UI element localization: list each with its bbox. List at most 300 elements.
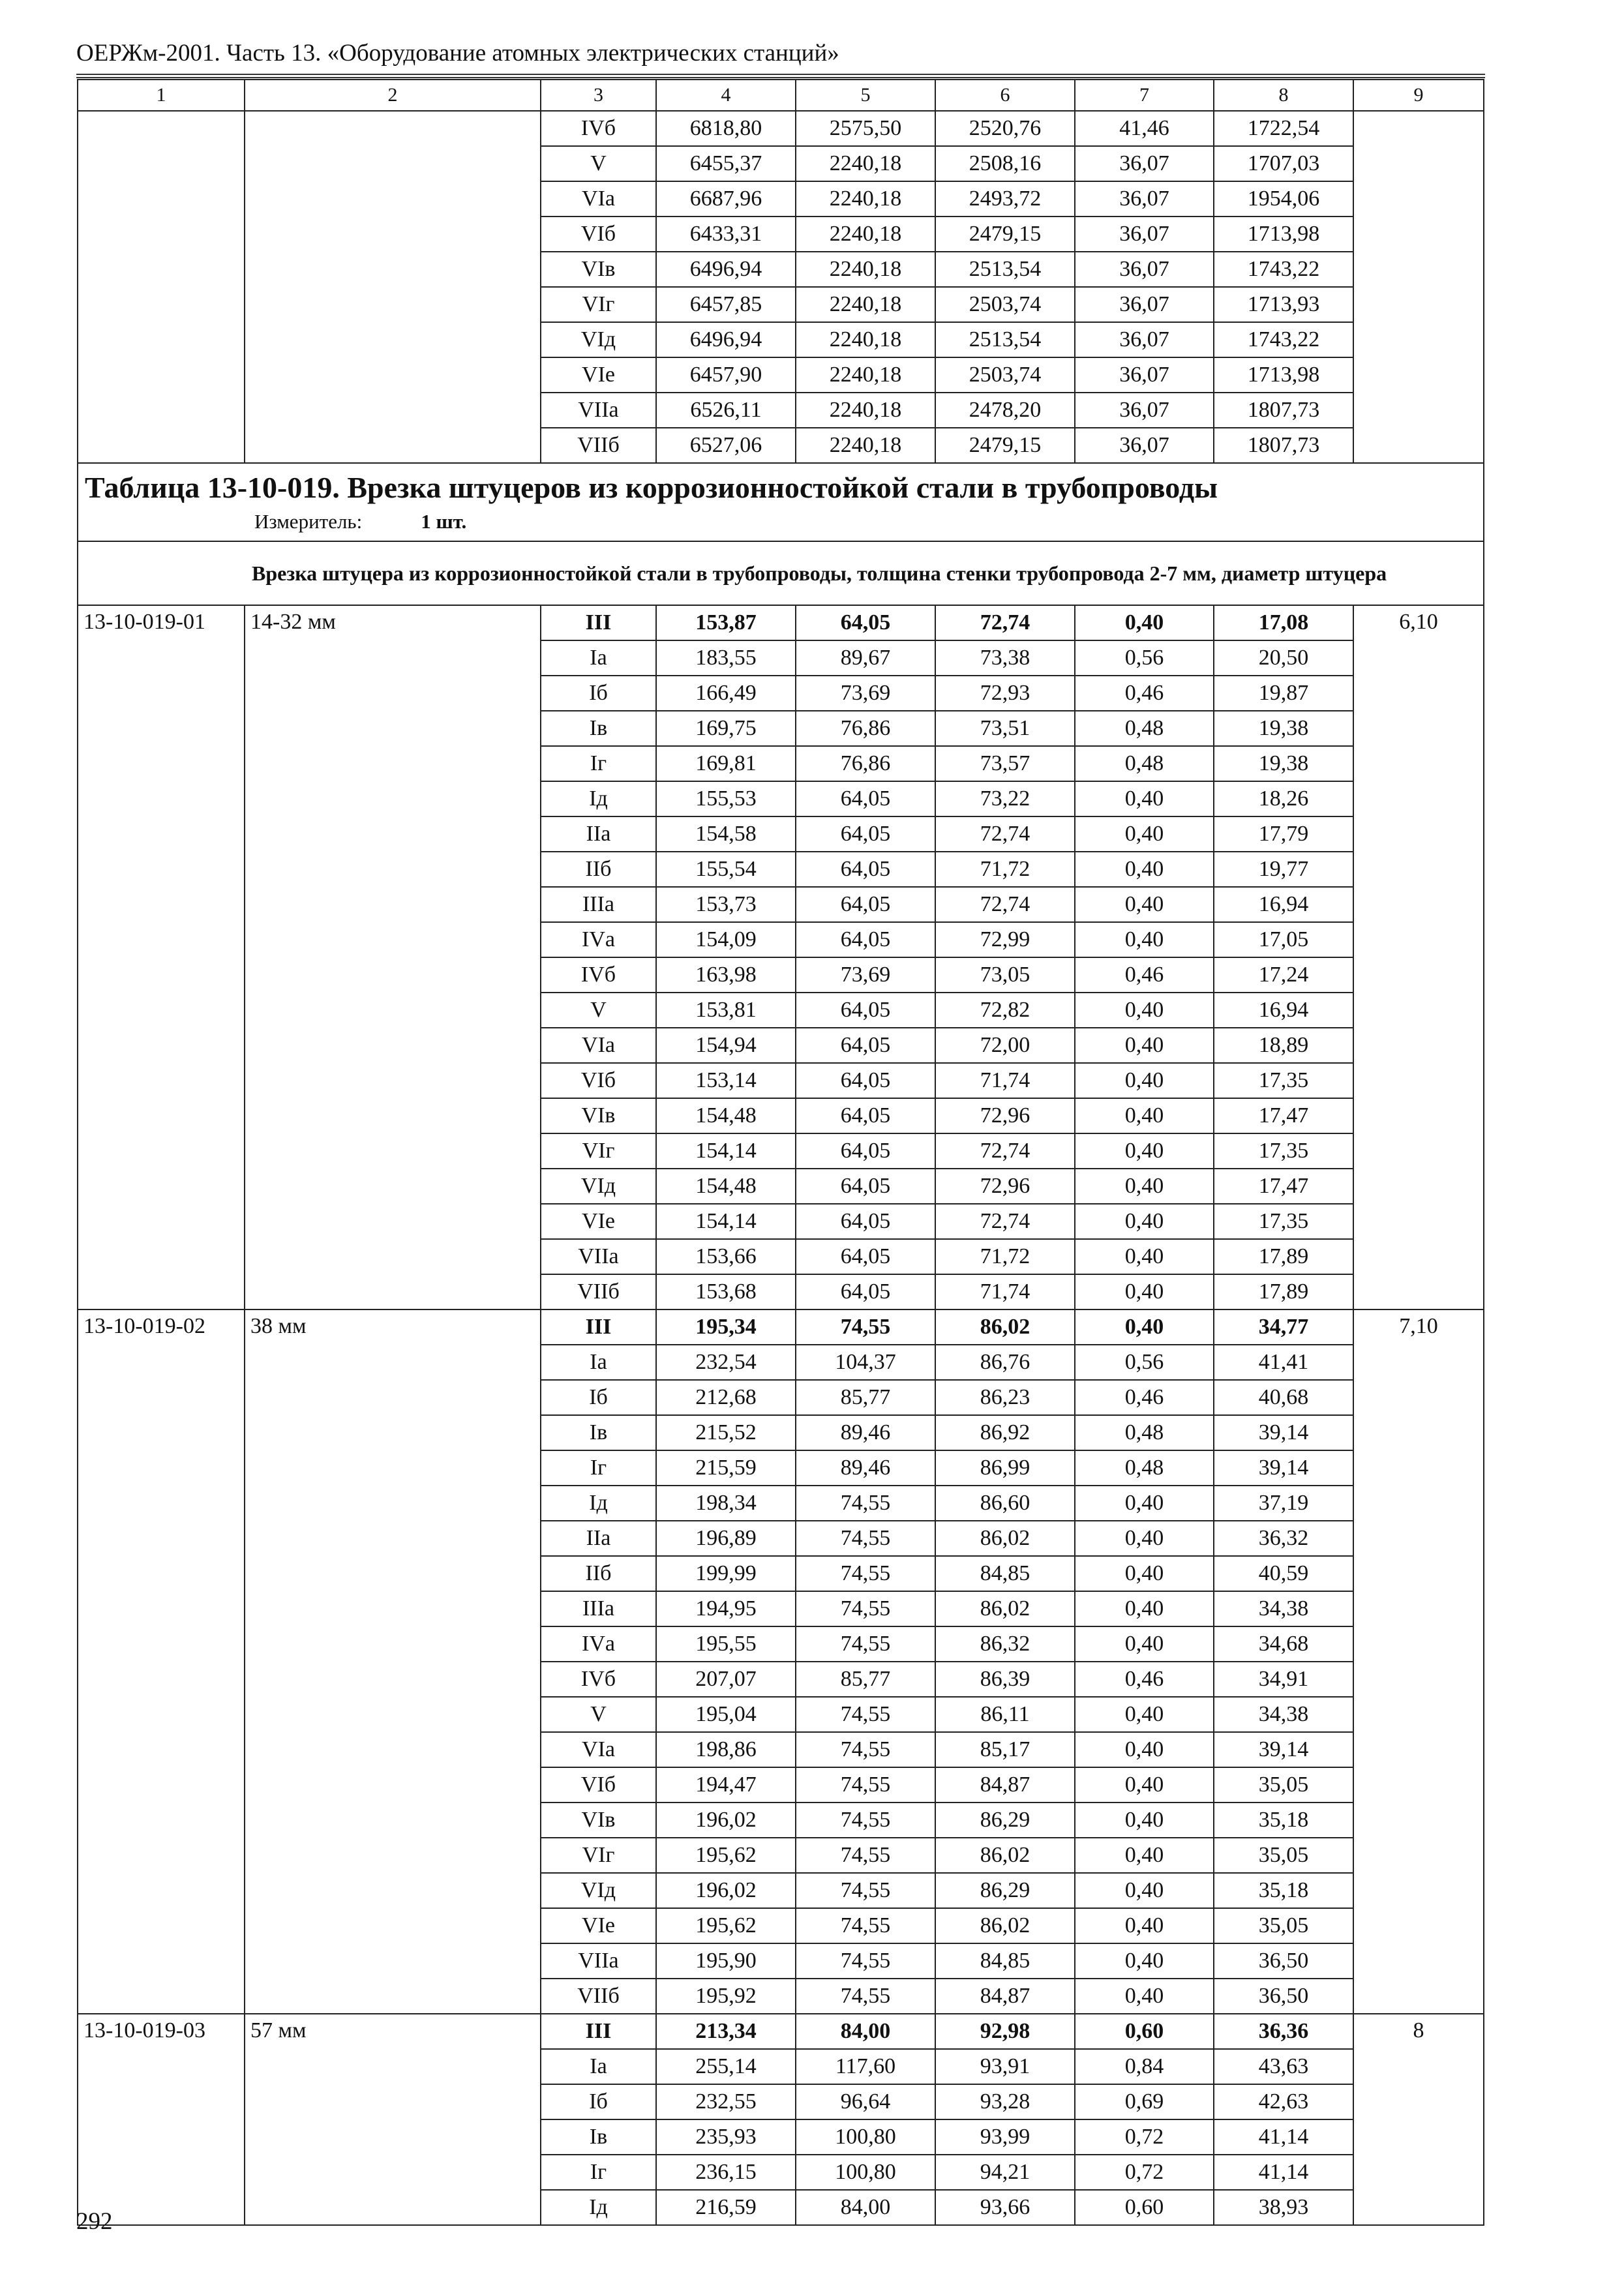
value-cell: 36,07 <box>1075 393 1214 428</box>
value-cell: 2479,15 <box>935 428 1075 463</box>
value-cell: 6455,37 <box>656 146 796 181</box>
value-cell: 236,15 <box>656 2155 796 2190</box>
value-cell: 20,50 <box>1214 640 1353 676</box>
value-cell: 196,02 <box>656 1873 796 1908</box>
zone-cell: Iд <box>541 1486 656 1521</box>
value-cell: 0,40 <box>1075 887 1214 922</box>
value-cell: 0,40 <box>1075 1591 1214 1626</box>
value-cell: 85,77 <box>796 1380 935 1415</box>
value-cell: 0,69 <box>1075 2084 1214 2119</box>
zone-cell: Iв <box>541 2119 656 2155</box>
zone-cell: VIг <box>541 1838 656 1873</box>
zone-cell: Iа <box>541 640 656 676</box>
value-cell: 154,14 <box>656 1133 796 1169</box>
caption-row <box>78 541 1484 605</box>
value-cell: 71,74 <box>935 1274 1075 1309</box>
value-cell: 0,40 <box>1075 1028 1214 1063</box>
zone-cell: Iг <box>541 2155 656 2190</box>
value-cell: 36,07 <box>1075 287 1214 322</box>
value-cell: 215,52 <box>656 1415 796 1450</box>
zone-cell: VIв <box>541 252 656 287</box>
value-cell: 72,74 <box>935 1133 1075 1169</box>
value-cell: 195,62 <box>656 1838 796 1873</box>
value-cell: 1807,73 <box>1214 428 1353 463</box>
value-cell: 163,98 <box>656 957 796 993</box>
value-cell: 36,07 <box>1075 252 1214 287</box>
value-cell: 84,87 <box>935 1979 1075 2014</box>
value-cell: 2240,18 <box>796 322 935 357</box>
value-cell: 86,39 <box>935 1662 1075 1697</box>
meter-label: Измеритель: <box>254 510 363 533</box>
value-cell: 35,05 <box>1214 1908 1353 1943</box>
zone-cell: VIIб <box>541 1274 656 1309</box>
zone-cell: Iв <box>541 711 656 746</box>
value-cell: 0,46 <box>1075 1662 1214 1697</box>
code-cell: 13-10-019-02 <box>78 1309 245 2014</box>
zone-cell: VIб <box>541 1767 656 1803</box>
zone-cell: VIб <box>541 217 656 252</box>
value-cell: 17,24 <box>1214 957 1353 993</box>
value-cell: 86,02 <box>935 1591 1075 1626</box>
value-cell: 36,32 <box>1214 1521 1353 1556</box>
value-cell: 72,96 <box>935 1098 1075 1133</box>
value-cell: 2513,54 <box>935 252 1075 287</box>
value-cell: 0,40 <box>1075 1838 1214 1873</box>
value-cell: 0,60 <box>1075 2190 1214 2225</box>
value-cell: 0,40 <box>1075 1309 1214 1345</box>
zone-cell: VIIб <box>541 428 656 463</box>
value-cell: 2478,20 <box>935 393 1075 428</box>
value-cell: 2240,18 <box>796 217 935 252</box>
value-cell: 216,59 <box>656 2190 796 2225</box>
value-cell: 232,54 <box>656 1345 796 1380</box>
value-cell: 0,40 <box>1075 816 1214 852</box>
value-cell: 86,76 <box>935 1345 1075 1380</box>
value-cell: 6457,90 <box>656 357 796 393</box>
value-cell: 41,46 <box>1075 111 1214 146</box>
zone-cell: Iб <box>541 676 656 711</box>
value-cell: 0,40 <box>1075 1803 1214 1838</box>
value-cell: 89,46 <box>796 1415 935 1450</box>
value-cell: 39,14 <box>1214 1415 1353 1450</box>
value-cell: 0,40 <box>1075 922 1214 957</box>
value-cell: 0,40 <box>1075 1873 1214 1908</box>
value-cell: 37,19 <box>1214 1486 1353 1521</box>
table-row <box>78 2014 1484 2049</box>
value-cell: 40,68 <box>1214 1380 1353 1415</box>
value-cell: 74,55 <box>796 1486 935 1521</box>
value-cell: 42,63 <box>1214 2084 1353 2119</box>
value-cell: 86,11 <box>935 1697 1075 1732</box>
value-cell: 39,14 <box>1214 1450 1353 1486</box>
value-cell: 169,81 <box>656 746 796 781</box>
value-cell: 17,47 <box>1214 1098 1353 1133</box>
value-cell: 36,07 <box>1075 217 1214 252</box>
value-cell: 72,74 <box>935 1204 1075 1239</box>
zone-cell: Iб <box>541 1380 656 1415</box>
zone-cell: VIв <box>541 1803 656 1838</box>
zone-cell: VIв <box>541 1098 656 1133</box>
value-cell: 6526,11 <box>656 393 796 428</box>
value-cell: 64,05 <box>796 993 935 1028</box>
value-cell: 36,07 <box>1075 428 1214 463</box>
value-cell: 64,05 <box>796 605 935 640</box>
value-cell: 0,56 <box>1075 1345 1214 1380</box>
zone-cell: VIд <box>541 1169 656 1204</box>
col9-cell: 6,10 <box>1353 605 1484 1309</box>
column-number: 3 <box>541 80 656 111</box>
value-cell: 39,14 <box>1214 1732 1353 1767</box>
value-cell: 215,59 <box>656 1450 796 1486</box>
value-cell: 17,89 <box>1214 1239 1353 1274</box>
value-cell: 64,05 <box>796 1098 935 1133</box>
value-cell: 74,55 <box>796 1591 935 1626</box>
value-cell: 166,49 <box>656 676 796 711</box>
value-cell: 76,86 <box>796 711 935 746</box>
value-cell: 41,14 <box>1214 2119 1353 2155</box>
value-cell: 38,93 <box>1214 2190 1353 2225</box>
value-cell: 19,87 <box>1214 676 1353 711</box>
value-cell: 6527,06 <box>656 428 796 463</box>
value-cell: 17,35 <box>1214 1133 1353 1169</box>
value-cell: 84,00 <box>796 2014 935 2049</box>
value-cell: 17,47 <box>1214 1169 1353 1204</box>
value-cell: 74,55 <box>796 1943 935 1979</box>
value-cell: 35,05 <box>1214 1767 1353 1803</box>
column-numbers-row <box>78 80 1484 111</box>
value-cell: 0,40 <box>1075 1556 1214 1591</box>
value-cell: 64,05 <box>796 1239 935 1274</box>
zone-cell: VIа <box>541 1732 656 1767</box>
column-number: 4 <box>656 80 796 111</box>
value-cell: 84,85 <box>935 1943 1075 1979</box>
value-cell: 76,86 <box>796 746 935 781</box>
value-cell: 72,96 <box>935 1169 1075 1204</box>
zone-cell: IIб <box>541 1556 656 1591</box>
value-cell: 198,34 <box>656 1486 796 1521</box>
zone-cell: IIа <box>541 816 656 852</box>
value-cell: 96,64 <box>796 2084 935 2119</box>
value-cell: 64,05 <box>796 1063 935 1098</box>
rates-table <box>77 79 1484 2226</box>
value-cell: 0,40 <box>1075 1521 1214 1556</box>
value-cell: 86,29 <box>935 1873 1075 1908</box>
zone-cell: Iб <box>541 2084 656 2119</box>
value-cell: 0,40 <box>1075 1169 1214 1204</box>
value-cell: 0,46 <box>1075 676 1214 711</box>
value-cell: 35,05 <box>1214 1838 1353 1873</box>
value-cell: 194,47 <box>656 1767 796 1803</box>
value-cell: 64,05 <box>796 1274 935 1309</box>
value-cell: 0,84 <box>1075 2049 1214 2084</box>
value-cell: 2508,16 <box>935 146 1075 181</box>
value-cell: 153,66 <box>656 1239 796 1274</box>
value-cell: 0,56 <box>1075 640 1214 676</box>
value-cell: 153,73 <box>656 887 796 922</box>
value-cell: 86,92 <box>935 1415 1075 1450</box>
value-cell: 195,34 <box>656 1309 796 1345</box>
value-cell: 0,40 <box>1075 1626 1214 1662</box>
code-cell: 13-10-019-01 <box>78 605 245 1309</box>
value-cell: 2503,74 <box>935 357 1075 393</box>
value-cell: 93,99 <box>935 2119 1075 2155</box>
value-cell: 1707,03 <box>1214 146 1353 181</box>
zone-cell: VIг <box>541 1133 656 1169</box>
column-number: 7 <box>1075 80 1214 111</box>
value-cell: 36,07 <box>1075 146 1214 181</box>
zone-cell: IIа <box>541 1521 656 1556</box>
meter <box>85 507 1477 536</box>
value-cell: 34,77 <box>1214 1309 1353 1345</box>
value-cell: 86,99 <box>935 1450 1075 1486</box>
value-cell: 73,69 <box>796 957 935 993</box>
column-number: 2 <box>245 80 541 111</box>
zone-cell: VIа <box>541 1028 656 1063</box>
column-number: 9 <box>1353 80 1484 111</box>
zone-cell: VIе <box>541 1908 656 1943</box>
value-cell: 74,55 <box>796 1803 935 1838</box>
value-cell: 0,46 <box>1075 957 1214 993</box>
value-cell: 153,81 <box>656 993 796 1028</box>
zone-cell: Iв <box>541 1415 656 1450</box>
value-cell: 17,89 <box>1214 1274 1353 1309</box>
value-cell: 18,26 <box>1214 781 1353 816</box>
header-rule <box>76 74 1485 75</box>
value-cell: 1743,22 <box>1214 252 1353 287</box>
value-cell: 89,46 <box>796 1450 935 1486</box>
value-cell: 72,00 <box>935 1028 1075 1063</box>
value-cell: 17,35 <box>1214 1204 1353 1239</box>
value-cell: 34,68 <box>1214 1626 1353 1662</box>
value-cell: 0,40 <box>1075 1943 1214 1979</box>
zone-cell: Iа <box>541 1345 656 1380</box>
value-cell: 40,59 <box>1214 1556 1353 1591</box>
value-cell: 74,55 <box>796 1626 935 1662</box>
zone-cell: VIб <box>541 1063 656 1098</box>
value-cell: 0,40 <box>1075 993 1214 1028</box>
value-cell: 86,23 <box>935 1380 1075 1415</box>
value-cell: 17,35 <box>1214 1063 1353 1098</box>
value-cell: 0,48 <box>1075 711 1214 746</box>
value-cell: 36,07 <box>1075 357 1214 393</box>
column-number: 5 <box>796 80 935 111</box>
table-body <box>78 80 1484 2225</box>
value-cell: 169,75 <box>656 711 796 746</box>
value-cell: 16,94 <box>1214 993 1353 1028</box>
value-cell: 154,14 <box>656 1204 796 1239</box>
value-cell: 36,07 <box>1075 322 1214 357</box>
value-cell: 195,92 <box>656 1979 796 2014</box>
value-cell: 72,99 <box>935 922 1075 957</box>
value-cell: 232,55 <box>656 2084 796 2119</box>
zone-cell: VIг <box>541 287 656 322</box>
zone-cell: Iа <box>541 2049 656 2084</box>
zone-cell: IIIа <box>541 1591 656 1626</box>
value-cell: 154,48 <box>656 1169 796 1204</box>
zone-cell: IIIа <box>541 887 656 922</box>
value-cell: 199,99 <box>656 1556 796 1591</box>
page-number: 292 <box>76 2208 113 2235</box>
value-cell: 0,40 <box>1075 1979 1214 2014</box>
value-cell: 85,17 <box>935 1732 1075 1767</box>
value-cell: 64,05 <box>796 1204 935 1239</box>
zone-cell: V <box>541 993 656 1028</box>
value-cell: 74,55 <box>796 1979 935 2014</box>
value-cell: 41,41 <box>1214 1345 1353 1380</box>
value-cell: 212,68 <box>656 1380 796 1415</box>
value-cell: 1743,22 <box>1214 322 1353 357</box>
value-cell: 64,05 <box>796 1169 935 1204</box>
value-cell: 93,28 <box>935 2084 1075 2119</box>
caption-cell: Врезка штуцера из коррозионностойкой стали в трубопроводы, толщина стенки трубопровода 2-7 мм, диаметр штуцера <box>78 541 1484 605</box>
value-cell: 93,66 <box>935 2190 1075 2225</box>
value-cell: 94,21 <box>935 2155 1075 2190</box>
zone-cell: III <box>541 1309 656 1345</box>
zone-cell: V <box>541 1697 656 1732</box>
value-cell: 213,34 <box>656 2014 796 2049</box>
column-number: 8 <box>1214 80 1353 111</box>
value-cell: 0,48 <box>1075 1415 1214 1450</box>
value-cell: 0,40 <box>1075 1204 1214 1239</box>
value-cell: 19,38 <box>1214 711 1353 746</box>
value-cell: 72,82 <box>935 993 1075 1028</box>
value-cell: 73,51 <box>935 711 1075 746</box>
zone-cell: VIIб <box>541 1979 656 2014</box>
value-cell: 2479,15 <box>935 217 1075 252</box>
zone-cell: IIб <box>541 852 656 887</box>
table-title-row <box>78 463 1484 541</box>
value-cell: 100,80 <box>796 2119 935 2155</box>
zone-cell: VIIа <box>541 393 656 428</box>
value-cell: 92,98 <box>935 2014 1075 2049</box>
value-cell: 153,14 <box>656 1063 796 1098</box>
value-cell: 0,40 <box>1075 1063 1214 1098</box>
value-cell: 85,77 <box>796 1662 935 1697</box>
value-cell: 43,63 <box>1214 2049 1353 2084</box>
value-cell: 207,07 <box>656 1662 796 1697</box>
value-cell: 0,48 <box>1075 1450 1214 1486</box>
value-cell: 74,55 <box>796 1873 935 1908</box>
value-cell: 0,40 <box>1075 852 1214 887</box>
table-row <box>78 1309 1484 1345</box>
value-cell: 0,72 <box>1075 2119 1214 2155</box>
value-cell: 36,50 <box>1214 1979 1353 2014</box>
value-cell: 86,02 <box>935 1309 1075 1345</box>
value-cell: 86,02 <box>935 1521 1075 1556</box>
description-cell: 38 мм <box>245 1309 541 2014</box>
zone-cell: VIд <box>541 1873 656 1908</box>
value-cell: 64,05 <box>796 781 935 816</box>
description-cell: 57 мм <box>245 2014 541 2225</box>
value-cell: 153,68 <box>656 1274 796 1309</box>
zone-cell: IVа <box>541 922 656 957</box>
value-cell: 0,40 <box>1075 1133 1214 1169</box>
value-cell: 36,50 <box>1214 1943 1353 1979</box>
value-cell: 2240,18 <box>796 287 935 322</box>
value-cell: 2240,18 <box>796 428 935 463</box>
value-cell: 6687,96 <box>656 181 796 217</box>
value-cell: 1713,98 <box>1214 217 1353 252</box>
zone-cell: VIIа <box>541 1239 656 1274</box>
value-cell: 71,72 <box>935 852 1075 887</box>
value-cell: 0,40 <box>1075 605 1214 640</box>
value-cell: 64,05 <box>796 1028 935 1063</box>
value-cell: 0,72 <box>1075 2155 1214 2190</box>
value-cell: 117,60 <box>796 2049 935 2084</box>
value-cell: 195,90 <box>656 1943 796 1979</box>
value-cell: 74,55 <box>796 1732 935 1767</box>
value-cell: 0,40 <box>1075 1239 1214 1274</box>
zone-cell: VIд <box>541 322 656 357</box>
value-cell: 0,46 <box>1075 1380 1214 1415</box>
col9-cell: 7,10 <box>1353 1309 1484 2014</box>
value-cell: 72,74 <box>935 605 1075 640</box>
value-cell: 18,89 <box>1214 1028 1353 1063</box>
value-cell: 255,14 <box>656 2049 796 2084</box>
value-cell: 0,48 <box>1075 746 1214 781</box>
value-cell: 154,58 <box>656 816 796 852</box>
value-cell: 1713,93 <box>1214 287 1353 322</box>
value-cell: 155,53 <box>656 781 796 816</box>
value-cell: 74,55 <box>796 1767 935 1803</box>
value-cell: 73,38 <box>935 640 1075 676</box>
value-cell: 41,14 <box>1214 2155 1353 2190</box>
value-cell: 64,05 <box>796 887 935 922</box>
value-cell: 6433,31 <box>656 217 796 252</box>
zone-cell: IVб <box>541 1662 656 1697</box>
description-cell-empty <box>245 111 541 463</box>
header-rule-double <box>76 77 1485 78</box>
value-cell: 6457,85 <box>656 287 796 322</box>
value-cell: 84,87 <box>935 1767 1075 1803</box>
value-cell: 194,95 <box>656 1591 796 1626</box>
value-cell: 1807,73 <box>1214 393 1353 428</box>
value-cell: 86,60 <box>935 1486 1075 1521</box>
value-cell: 64,05 <box>796 922 935 957</box>
value-cell: 36,07 <box>1075 181 1214 217</box>
value-cell: 19,38 <box>1214 746 1353 781</box>
value-cell: 6496,94 <box>656 322 796 357</box>
value-cell: 74,55 <box>796 1309 935 1345</box>
value-cell: 196,02 <box>656 1803 796 1838</box>
value-cell: 0,40 <box>1075 1732 1214 1767</box>
value-cell: 154,94 <box>656 1028 796 1063</box>
zone-cell: Iг <box>541 1450 656 1486</box>
value-cell: 2240,18 <box>796 357 935 393</box>
col9-cell: 8 <box>1353 2014 1484 2225</box>
value-cell: 71,72 <box>935 1239 1075 1274</box>
value-cell: 84,00 <box>796 2190 935 2225</box>
value-cell: 34,91 <box>1214 1662 1353 1697</box>
zone-cell: Iд <box>541 2190 656 2225</box>
value-cell: 0,60 <box>1075 2014 1214 2049</box>
value-cell: 1954,06 <box>1214 181 1353 217</box>
running-header: ОЕРЖм-2001. Часть 13. «Оборудование атомных электрических станций» <box>76 40 839 67</box>
value-cell: 74,55 <box>796 1697 935 1732</box>
value-cell: 154,48 <box>656 1098 796 1133</box>
value-cell: 19,77 <box>1214 852 1353 887</box>
value-cell: 73,05 <box>935 957 1075 993</box>
value-cell: 0,40 <box>1075 1098 1214 1133</box>
value-cell: 2513,54 <box>935 322 1075 357</box>
value-cell: 1722,54 <box>1214 111 1353 146</box>
value-cell: 100,80 <box>796 2155 935 2190</box>
value-cell: 84,85 <box>935 1556 1075 1591</box>
value-cell: 235,93 <box>656 2119 796 2155</box>
zone-cell: VIе <box>541 1204 656 1239</box>
value-cell: 74,55 <box>796 1556 935 1591</box>
zone-cell: IVб <box>541 111 656 146</box>
